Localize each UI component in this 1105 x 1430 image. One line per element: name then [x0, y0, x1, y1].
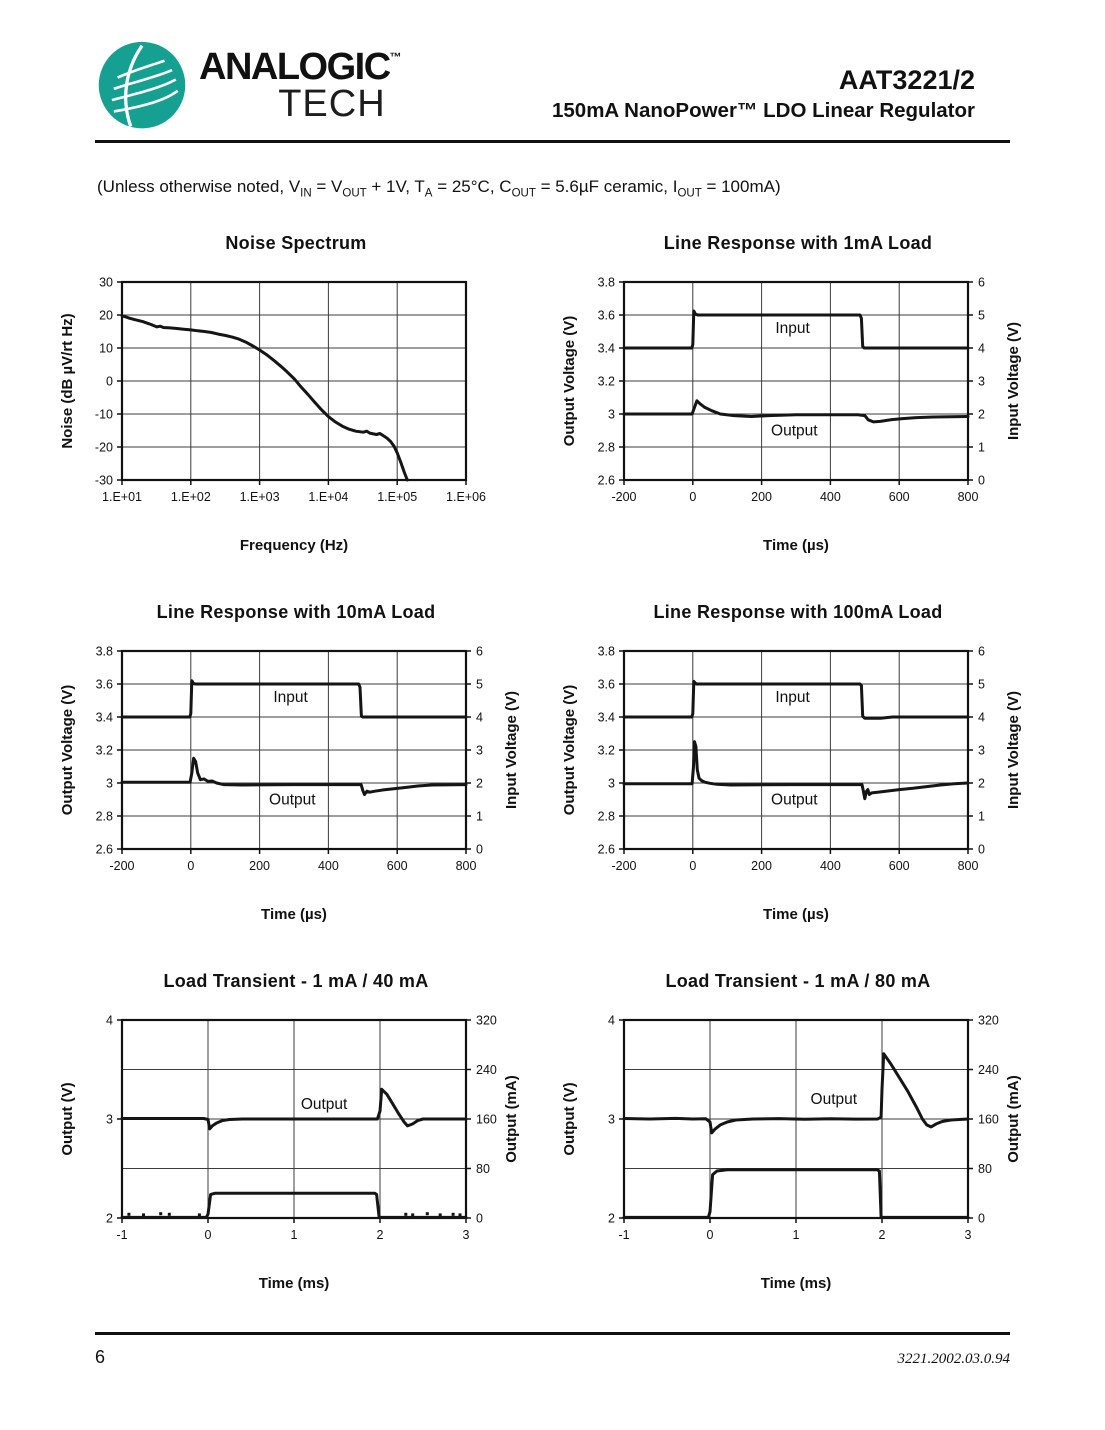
svg-text:4: 4	[978, 341, 985, 356]
chart-title: Line Response with 10mA Load	[156, 602, 436, 623]
svg-text:0: 0	[978, 842, 985, 857]
header-rule	[95, 140, 1010, 143]
svg-text:80: 80	[978, 1162, 992, 1177]
svg-text:Frequency (Hz): Frequency (Hz)	[239, 537, 349, 555]
svg-text:2: 2	[978, 776, 985, 791]
svg-text:2.6: 2.6	[597, 842, 615, 857]
chart-title: Load Transient - 1 mA / 80 mA	[665, 971, 931, 992]
svg-text:2: 2	[608, 1211, 615, 1226]
svg-text:1.E+04: 1.E+04	[308, 490, 349, 505]
svg-text:400: 400	[819, 859, 841, 874]
svg-text:2: 2	[878, 1228, 886, 1243]
svg-text:3.4: 3.4	[597, 710, 615, 725]
svg-text:0: 0	[204, 1228, 212, 1243]
chart-line-response-100ma	[558, 602, 1028, 927]
chart-noise-spectrum	[56, 233, 526, 558]
footer-rule	[95, 1332, 1010, 1335]
part-number: AAT3221/2	[838, 65, 975, 95]
svg-text:0: 0	[689, 859, 697, 874]
svg-text:200: 200	[751, 490, 773, 505]
svg-text:-20: -20	[94, 440, 113, 455]
chart-load-transient-40ma	[56, 971, 526, 1296]
brand-analogic: ANALOGIC	[199, 46, 390, 88]
svg-text:3: 3	[964, 1228, 972, 1243]
svg-text:0: 0	[476, 842, 483, 857]
svg-text:320: 320	[978, 1013, 999, 1028]
svg-text:4: 4	[476, 710, 483, 725]
svg-text:3: 3	[476, 743, 483, 758]
svg-text:3: 3	[462, 1228, 470, 1243]
svg-text:1: 1	[978, 440, 985, 455]
svg-text:2.8: 2.8	[95, 809, 113, 824]
svg-text:3.6: 3.6	[597, 308, 615, 323]
svg-text:Output Voltage (V): Output Voltage (V)	[59, 685, 76, 816]
svg-text:Output (mA): Output (mA)	[503, 1075, 520, 1164]
svg-text:2.8: 2.8	[597, 440, 615, 455]
svg-text:3.2: 3.2	[95, 743, 113, 758]
svg-text:3.6: 3.6	[95, 677, 113, 692]
svg-text:2.8: 2.8	[597, 809, 615, 824]
svg-text:Noise (dB µV/rt Hz): Noise (dB µV/rt Hz)	[59, 313, 76, 450]
load-transient-40ma-plot	[56, 1004, 526, 1296]
svg-text:400: 400	[317, 859, 339, 874]
svg-text:3: 3	[978, 374, 985, 389]
svg-text:240: 240	[978, 1063, 999, 1078]
svg-text:Time (µs): Time (µs)	[261, 906, 327, 924]
svg-text:2: 2	[376, 1228, 384, 1243]
svg-text:4: 4	[978, 710, 985, 725]
svg-text:6: 6	[476, 644, 483, 659]
svg-text:160: 160	[476, 1112, 497, 1127]
svg-text:80: 80	[476, 1162, 490, 1177]
svg-text:800: 800	[957, 490, 979, 505]
svg-text:600: 600	[888, 490, 910, 505]
chart-title: Noise Spectrum	[225, 233, 367, 254]
chart-title: Load Transient - 1 mA / 40 mA	[163, 971, 429, 992]
svg-text:-30: -30	[94, 473, 113, 488]
svg-text:3.6: 3.6	[597, 677, 615, 692]
svg-text:3: 3	[978, 743, 985, 758]
chart-title: Line Response with 100mA Load	[653, 602, 943, 623]
svg-text:1: 1	[978, 809, 985, 824]
svg-text:Output: Output	[300, 1096, 348, 1114]
svg-text:3: 3	[106, 776, 113, 791]
svg-text:0: 0	[476, 1211, 483, 1226]
svg-text:-1: -1	[618, 1228, 630, 1243]
svg-text:-1: -1	[116, 1228, 128, 1243]
svg-text:3: 3	[608, 407, 615, 422]
svg-text:2: 2	[978, 407, 985, 422]
chart-line-response-10ma	[56, 602, 526, 927]
noise-spectrum-plot	[56, 266, 526, 558]
svg-text:Input Voltage (V): Input Voltage (V)	[503, 691, 520, 810]
analogictech-logo-icon	[95, 40, 189, 134]
line-response-10ma-plot	[56, 635, 526, 927]
svg-text:30: 30	[99, 275, 113, 290]
brand-block	[95, 40, 402, 134]
svg-text:Input: Input	[775, 320, 810, 338]
svg-text:5: 5	[476, 677, 483, 692]
svg-text:Output: Output	[810, 1091, 858, 1109]
svg-text:Output (mA): Output (mA)	[1005, 1075, 1022, 1164]
svg-text:Output Voltage (V): Output Voltage (V)	[561, 685, 578, 816]
svg-text:1.E+03: 1.E+03	[239, 490, 280, 505]
svg-text:3.8: 3.8	[597, 644, 615, 659]
svg-text:2.6: 2.6	[95, 842, 113, 857]
svg-text:Output Voltage (V): Output Voltage (V)	[561, 316, 578, 447]
svg-text:-10: -10	[94, 407, 113, 422]
svg-text:3: 3	[106, 1112, 113, 1127]
page-number: 6	[95, 1347, 106, 1367]
chart-line-response-1ma	[558, 233, 1028, 558]
svg-text:1: 1	[290, 1228, 298, 1243]
svg-text:1.E+06: 1.E+06	[446, 490, 486, 505]
line-response-1ma-plot	[558, 266, 1028, 558]
svg-text:0: 0	[106, 374, 113, 389]
svg-text:-200: -200	[109, 859, 135, 874]
svg-text:5: 5	[978, 308, 985, 323]
svg-text:200: 200	[751, 859, 773, 874]
svg-text:10: 10	[99, 341, 113, 356]
svg-text:200: 200	[249, 859, 271, 874]
svg-text:600: 600	[386, 859, 408, 874]
svg-text:2.6: 2.6	[597, 473, 615, 488]
svg-text:3: 3	[608, 1112, 615, 1127]
svg-text:Time (ms): Time (ms)	[760, 1275, 832, 1293]
svg-text:160: 160	[978, 1112, 999, 1127]
page-footer	[95, 1332, 1010, 1368]
svg-text:3.2: 3.2	[597, 374, 615, 389]
svg-text:1.E+02: 1.E+02	[170, 490, 211, 505]
svg-text:20: 20	[99, 308, 113, 323]
brand-tech: TECH	[278, 83, 386, 125]
svg-text:1: 1	[476, 809, 483, 824]
svg-text:0: 0	[978, 473, 985, 488]
svg-text:Output: Output	[269, 791, 316, 809]
line-response-100ma-plot	[558, 635, 1028, 927]
svg-text:320: 320	[476, 1013, 497, 1028]
svg-text:Time (µs): Time (µs)	[763, 537, 829, 555]
svg-text:3.2: 3.2	[597, 743, 615, 758]
chart-title: Line Response with 1mA Load	[663, 233, 933, 254]
svg-text:0: 0	[978, 1211, 985, 1226]
svg-text:3.8: 3.8	[95, 644, 113, 659]
svg-text:3.8: 3.8	[597, 275, 615, 290]
svg-text:Output: Output	[771, 791, 818, 809]
svg-text:0: 0	[187, 859, 195, 874]
charts-grid	[0, 233, 1105, 1296]
svg-text:0: 0	[689, 490, 697, 505]
svg-text:240: 240	[476, 1063, 497, 1078]
svg-text:5: 5	[978, 677, 985, 692]
svg-text:400: 400	[819, 490, 841, 505]
svg-text:-200: -200	[611, 859, 637, 874]
svg-text:Input: Input	[775, 689, 810, 707]
svg-text:Output (V): Output (V)	[561, 1082, 578, 1157]
svg-text:Time (ms): Time (ms)	[258, 1275, 330, 1293]
svg-text:-200: -200	[611, 490, 637, 505]
svg-text:Input Voltage (V): Input Voltage (V)	[1005, 691, 1022, 810]
page-header	[0, 0, 1105, 143]
svg-text:Output: Output	[771, 422, 818, 440]
trademark-symbol: ™	[389, 50, 402, 64]
svg-text:2: 2	[476, 776, 483, 791]
svg-text:1.E+01: 1.E+01	[102, 490, 142, 505]
svg-text:6: 6	[978, 275, 985, 290]
product-title: 150mA NanoPower™ LDO Linear Regulator	[552, 98, 975, 122]
svg-text:3.4: 3.4	[95, 710, 113, 725]
svg-text:Output (V): Output (V)	[59, 1082, 76, 1157]
svg-text:800: 800	[455, 859, 477, 874]
svg-text:Time (µs): Time (µs)	[763, 906, 829, 924]
svg-text:4: 4	[106, 1013, 113, 1028]
load-transient-80ma-plot	[558, 1004, 1028, 1296]
svg-text:Input Voltage (V): Input Voltage (V)	[1005, 322, 1022, 441]
conditions-note: (Unless otherwise noted, $V_{IN} = V_{OUT} + 1V$, $T_A = 25^\circ C$, $C_{OUT} = 5.6\mu F$ ceramic, $I_{OUT} = 100mA$)	[97, 177, 781, 200]
svg-text:6: 6	[978, 644, 985, 659]
svg-text:2: 2	[106, 1211, 113, 1226]
svg-text:800: 800	[957, 859, 979, 874]
svg-text:4: 4	[608, 1013, 615, 1028]
svg-text:600: 600	[888, 859, 910, 874]
svg-text:3.4: 3.4	[597, 341, 615, 356]
svg-text:1: 1	[792, 1228, 800, 1243]
doc-code: 3221.2002.03.0.94	[897, 1351, 1010, 1367]
chart-load-transient-80ma	[558, 971, 1028, 1296]
title-block	[552, 66, 975, 123]
brand-words	[199, 46, 402, 125]
svg-text:0: 0	[706, 1228, 714, 1243]
svg-text:1.E+05: 1.E+05	[377, 490, 418, 505]
svg-text:Input: Input	[273, 689, 308, 707]
svg-text:3: 3	[608, 776, 615, 791]
